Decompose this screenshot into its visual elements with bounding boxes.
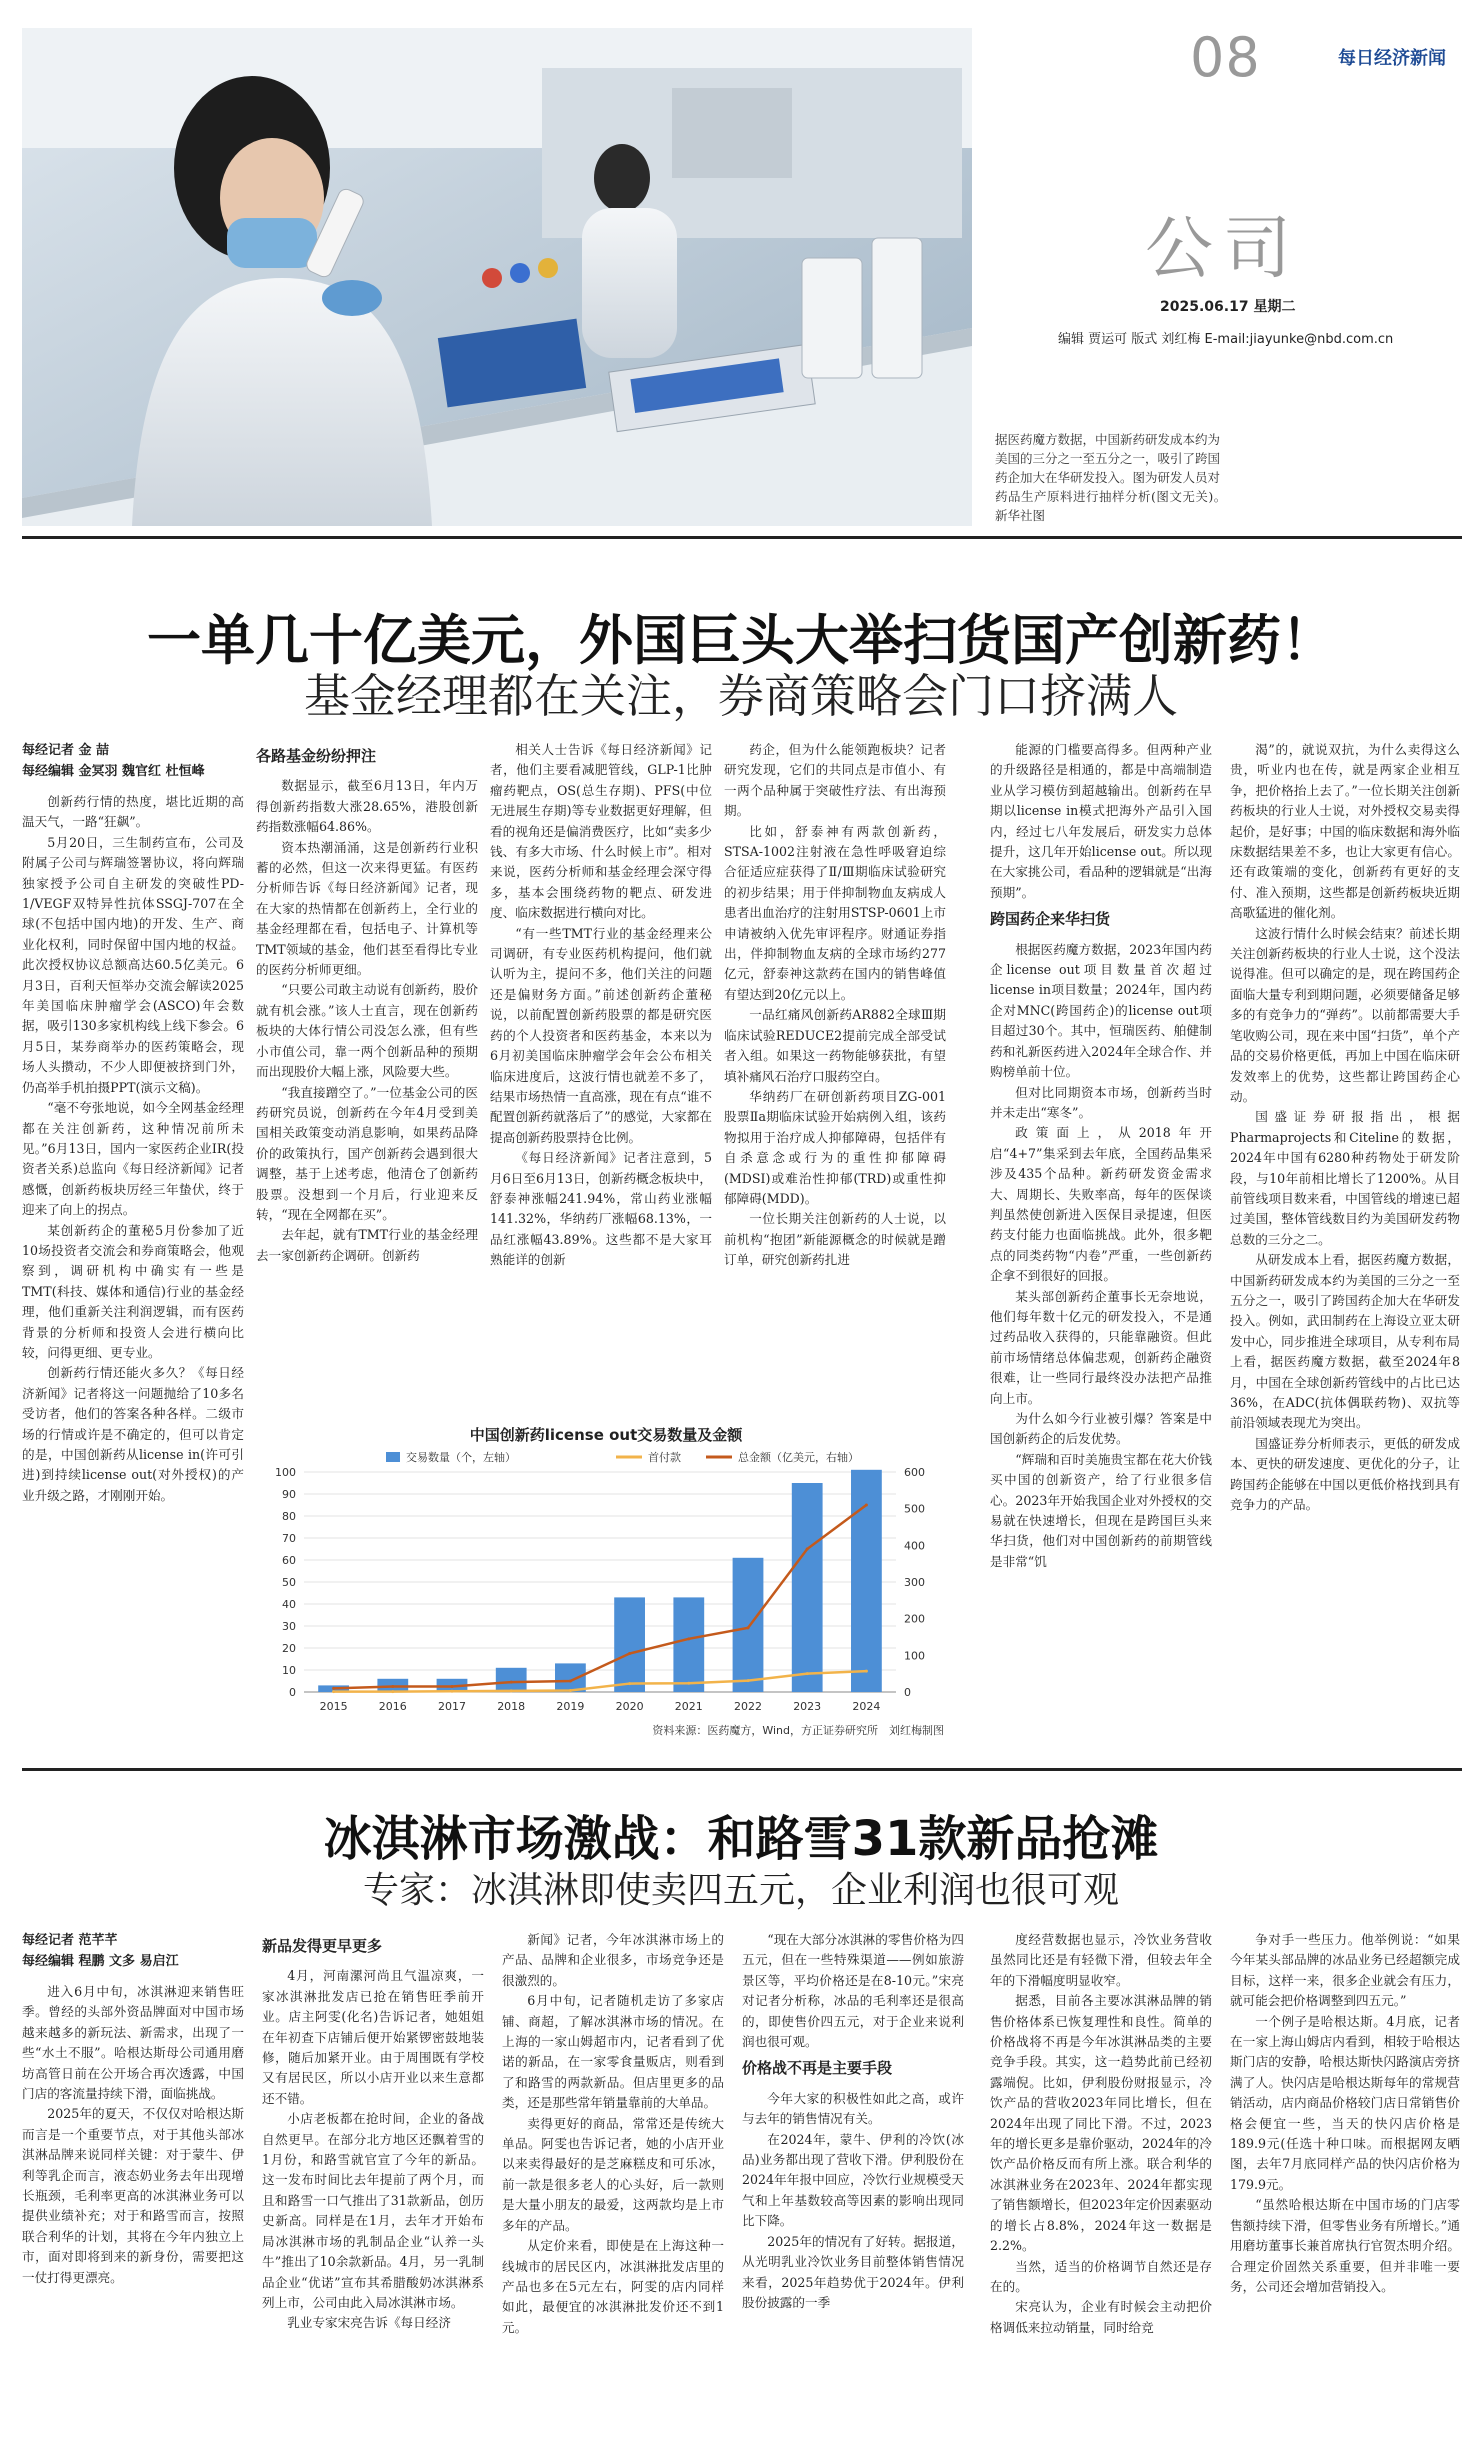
section-title: 公司 [1145,210,1302,289]
line-point [865,1504,868,1507]
bar-deal-count [851,1470,882,1692]
photo-caption: 据医药魔方数据，中国新药研发成本约为美国的三分之一至五分之一，吸引了跨国药企加大在华研发投入。图为研发人员对药品生产原料进行抽样分析(图文无关)。 新华社图 [995,432,1233,523]
subhead-funds: 各路基金纷纷押注 [256,747,377,765]
y-tick-left: 100 [275,1466,296,1479]
y-tick-left: 60 [282,1554,296,1567]
bar-deal-count [733,1558,764,1692]
paragraph: 但对比同期资本市场，创新药当时并未走出“寒冬”。 [990,1084,1212,1120]
story2-column-5 [990,1930,1212,2430]
byline-editors: 每经编辑 金冥羽 魏官红 杜恒峰 [22,764,205,779]
license-out-chart [256,1422,956,1742]
story1-column-5 [990,740,1212,1760]
paragraph: 4月，河南漯河尚且气温凉爽，一家冰淇淋批发店已抢在销售旺季前开业。店主阿雯(化名)告诉记者，她姐姐在年初查下店铺后便开始紧锣密鼓地装修，随后加紧开业。由于周围既有学校又有居民区，所以小店开业以来生意都还不错。 [262,1968,484,2106]
y-tick-left: 0 [289,1686,296,1699]
paragraph: 某头部创新药企董事长无奈地说，他们每年数十亿元的研发投入，不是通过药品收入获得的，只能靠融资。但此前市场情绪总体偏悲观，创新药企融资很难，让一些同行最终没办法把产品推向上市。 [990,1288,1212,1406]
line-point [391,1685,394,1688]
paragraph: “只要公司敢主动说有创新药，股价就有机会涨。”该人士直言，现在创新药板块的大体行情公司没怎么涨，但有些小市值公司，靠一两个创新品种的预期而出现股价大幅上涨，风险要大些。 [256,982,478,1080]
paragraph: 宋亮认为，企业有时候会主动把价格调低来拉动销量，同时给竞 [990,2299,1212,2335]
y-tick-right: 500 [904,1502,925,1516]
line-point [865,1670,868,1673]
line-point [332,1690,335,1693]
line-point [451,1690,454,1693]
paragraph: 相关人士告诉《每日经济新闻》记者，他们主要看减肥管线，GLP-1比肿瘤药靶点，OS(总生存期)、PFS(中位无进展生存期)等专业数据更好理解，但看的视角还是偏消费医疗，比如“卖多少钱、有多大市场、什么时候上市”。相对来说，医药分析师和基金经理会深守得多，基本会围绕药物的靶点、研发进度、临床数据进行横向对比。 [490,742,712,921]
paragraph: “现在大部分冰淇淋的零售价格为四五元，但在一些特殊渠道——例如旅游景区等，平均价格还是在8-10元。”宋亮对记者分析称，冰品的毛利率还是很高的，即使售价四五元，对于企业来说利润也很可观。 [742,1932,964,2050]
issue-date: 2025.06.17 星期二 [1160,299,1296,315]
line-point [806,1672,809,1675]
header-photo [22,28,972,526]
line-point [628,1682,631,1685]
legend-label: 总金额（亿美元，右轴） [738,1451,859,1464]
story1-headline: 一单几十亿美元，外国巨头大举扫货国产创新药！ [147,609,1335,672]
paragraph: 据悉，目前各主要冰淇淋品牌的销售价格体系已恢复理性和良性。简单的价格战将不再是今年冰淇淋品类的主要竞争手段。其实，这一趋势此前已经初露端倪。比如，伊利股份财报显示，冷饮产品的营收2023年同比增长，但在2024年出现了同比下滑。不过，2023年的增长更多是靠价驱动，2024年的冷饮产品价格反而有所上涨。联合利华的冰淇淋业务在2023年、2024年都实现了销售额增长，但2023年定价因素驱动的增长占8.8%，2024年这一数据是2.2%。 [990,1993,1212,2254]
paragraph: “我直接蹭空了。”一位基金公司的医药研究员说，创新药在今年4月受到美国相关政策变动消息影响，如果药品降价的政策执行，国产创新药会遇到很大调整，基于上述考虑，他清仓了创新药股票。没想到一个月后，行业迎来反转，“现在全网都在买”。 [256,1084,478,1222]
newspaper-brand: 每日经济新闻 [1338,48,1446,69]
line-point [391,1690,394,1693]
y-tick-left: 50 [282,1576,296,1589]
bar-deal-count [614,1597,645,1692]
y-tick-left: 40 [282,1598,296,1611]
story1-column-1 [22,740,244,1760]
y-tick-right: 600 [904,1466,925,1479]
x-tick-label: 2022 [734,1700,762,1713]
chart-source: 资料来源：医药魔方，Wind，方正证券研究所 刘红梅制图 [652,1724,944,1737]
bar-deal-count [555,1663,586,1692]
paragraph: 2025年的夏天，不仅仅对哈根达斯而言是一个重要节点，对于其他头部冰淇淋品牌来说同样关键：对于蒙牛、伊利等乳企而言，液态奶业务去年出现增长瓶颈，毛利率更高的冰淇淋业务可以提供业绩补充；对于和路雪而言，按照联合利华的计划，其将在今年内独立上市，面对即将到来的新身份，需要把这一仗打得更漂亮。 [22,2106,244,2285]
line-point [747,1626,750,1629]
paragraph: 国盛证券分析师表示，更低的研发成本、更快的研发速度、更优化的分子，让跨国药企能够在中国以更低价格找到具有竞争力的产品。 [1230,1435,1460,1513]
story1-column-6 [1230,740,1460,1760]
x-tick-label: 2016 [378,1700,407,1713]
byline-editors: 每经编辑 程鹏 文多 易启江 [22,1954,179,1969]
x-tick-label: 2021 [674,1700,703,1713]
y-tick-left: 70 [282,1532,296,1545]
paragraph: 2025年的情况有了好转。据报道，从光明乳业冷饮业务目前整体销售情况来看，2025年趋势优于2024年。伊利股份披露的一季 [742,2233,964,2310]
story2-column-4 [742,1930,964,2430]
y-tick-left: 20 [282,1642,296,1655]
subhead-mnc: 跨国药企来华扫货 [990,910,1111,929]
story1-column-2 [256,740,478,1416]
paragraph: 这波行情什么时候会结束？前述长期关注创新药板块的行业人士说，这个没法说得准。但可以确定的是，现在跨国药企面临大量专利到期问题，必须要储备足够多的有竞争力的“弹药”。以前都需要大手笔收购公司，现在来中国“扫货”，单个产品的交易价格更低，再加上中国在临床研发效率上的优势，这些都让跨国药企心动。 [1230,925,1460,1104]
line-point [451,1685,454,1688]
paragraph: 比如，舒泰神有两款创新药，STSA-1002注射液在急性呼吸窘迫综合征适应症获得了Ⅱ/Ⅲ期临床试验研究的初步结果；用于伴抑制物血友病成人患者出血治疗的注射用STSP-0601上市申请被纳入优先审评程序。财通证券指出，伴抑制物血友病的全球市场约277亿元，舒泰神这款药在国内的销售峰值有望达到20亿元以上。 [724,823,946,1002]
paragraph: 5月20日，三生制药宣布，公司及附属子公司与辉瑞签署协议，将向辉瑞独家授予公司自主研发的突破性PD-1/VEGF双特异性抗体SSGJ-707在全球(不包括中国内地)的开发、生产、商业化权利，同时保留中国内地的权益。此次授权协议总额高达60.5亿美元。6月3日，百利天恒举办交流会解读2025年美国临床肿瘤学会(ASCO)年会数据，吸引130多家机构线上线下参会。6月5日，某券商举办的医药策略会，现场人头攒动，不少人即便被挤到门外，仍高举手机拍摄PPT(演示文稿)。 [22,834,244,1095]
x-tick-label: 2017 [438,1700,466,1713]
story1-subheadline: 基金经理都在关注，券商策略会门口挤满人 [304,669,1178,723]
line-point [332,1687,335,1690]
line-point [687,1637,690,1640]
paragraph: 《每日经济新闻》记者注意到，5月6日至6月13日，创新药概念板块中，舒泰神涨幅241.94%，常山药业涨幅141.32%，华纳药厂涨幅68.13%，一品红涨幅43.89%。这些都不是大家耳熟能详的创新 [490,1150,712,1268]
paragraph: 为什么如今行业被引爆？答案是中国创新药企的后发优势。 [990,1411,1212,1447]
lab-photo-illustration [22,28,972,526]
y-tick-right: 100 [904,1649,925,1663]
line-point [687,1682,690,1685]
paragraph: 新闻》记者，今年冰淇淋市场上的产品、品牌和企业很多，市场竞争还是很激烈的。 [502,1932,724,1988]
line-point [569,1680,572,1683]
paragraph: 小店老板都在抢时间，企业的备战自然更早。在部分北方地区还飘着雪的1月份，和路雪就官宣了今年的新品。这一发布时间比去年提前了两个月，而且和路雪一口气推出了31款新品，创历史新高。同样是在1月，去年才开始布局冰淇淋市场的乳制品企业“认养一头牛”推出了10余款新品。4月，另一乳制品企业“优诺”宣布其希腊酸奶冰淇淋系列上市，公司由此入局冰淇淋市场。 [262,2111,484,2310]
paragraph: 进入6月中旬，冰淇淋迎来销售旺季。曾经的头部外资品牌面对中国市场越来越多的新玩法、新需求，出现了一些“水土不服”。哈根达斯母公司通用磨坊高管日前在公开场合再次透露，中国门店的客流量持续下滑，面临挑战。 [22,1984,244,2102]
story2-headline: 冰淇淋市场激战：和路雪31款新品抢滩 [323,1811,1159,1867]
paragraph: 在2024年，蒙牛、伊利的冷饮(冰品)业务都出现了营收下滑。伊利股份在2024年年报中回应，冷饮行业规模受天气和上年基数较高等因素的影响出现同比下降。 [742,2131,964,2229]
paragraph: 从研发成本上看，据医药魔方数据，中国新药研发成本约为美国的三分之一至五分之一，吸引了跨国药企加大在华研发投入。例如，武田制药在上海设立亚太研发中心，同步推进全球项目，从专利布局上看，据医药魔方数据，截至2024年8月，中国在全球创新药管线中的占比已达36%，在ADC(抗体偶联药物)、双抗等前沿领域表现尤为突出。 [1230,1252,1460,1431]
paragraph: 创新药行情还能火多久？《每日经济新闻》记者将这一问题抛给了10多名受访者，他们的答案各种各样。二级市场的行情或许是不确定的，但可以肯定的是，中国创新药从license in(许可引进)到持续license out(对外授权)的产业升级之路，才刚刚开始。 [22,1365,244,1503]
y-tick-right: 0 [904,1686,911,1699]
paragraph: 6月中旬，记者随机走访了多家店铺、商超，了解冰淇淋市场的情况。在上海的一家山姆超市内，记者看到了优诺的新品，在一家零食量贩店，则看到了和路雪的两款新品。但店里更多的品类，还是那些常年销量靠前的大单品。 [502,1993,724,2111]
paragraph: 资本热潮涌涌，这是创新药行业积蓄的必然，但这一次来得更猛。有医药分析师告诉《每日经济新闻》记者，现在大家的热情都在创新药上，全行业的基金经理都在看，包括电子、计算机等TMT领域的基金，他们甚至看得比专业的医药分析师更细。 [256,839,478,978]
x-tick-label: 2023 [793,1700,822,1713]
editor-credits: 编辑 贾运可 版式 刘红梅 E-mail:jiayunke@nbd.com.cn [1058,332,1394,347]
line-point [510,1681,513,1684]
story2-column-1 [22,1930,244,2430]
story1-column-4 [724,740,946,1416]
paragraph: 度经营数据也显示，冷饮业务营收虽然同比还是有轻微下滑，但较去年全年的下滑幅度明显收窄。 [990,1932,1212,1988]
paragraph: 一个例子是哈根达斯。4月底，记者在一家上海山姆店内看到，相较于哈根达斯门店的安静，哈根达斯快闪路演店旁挤满了人。快闪店是哈根达斯每年的常规营销活动，店内商品价格较门店日常销售价格会便宜一些，当天的快闪店价格是189.9元(任选十种口味。而根据网友晒图，去年7月底同样产品的快闪店价格为179.9元。 [1230,2013,1460,2192]
line-point [510,1689,513,1692]
paragraph: 当然，适当的价格调节自然还是存在的。 [990,2258,1212,2294]
paragraph: 一位长期关注创新药的人士说，以前机构“抱团”新能源概念的时候就是蹭订单，研究创新药扎进 [724,1211,946,1268]
paragraph: 创新药行情的热度，堪比近期的高温天气，一路“狂飙”。 [22,794,244,830]
paragraph: “有一些TMT行业的基金经理来公司调研，有专业医药机构提问，他们就认听为主，提问不多，他们关注的问题还是偏财务方面。”前述创新药企董秘说，以前配置创新药股票的都是研究医药的个人投资者和医药基金，本来以为6月初美国临床肿瘤学会年会公布相关临床进度后，这波行情也就差不多了，结果市场热情一直高涨，现在有点“谁不配置创新药就落后了”的感觉，大家都在提高创新药股票持仓比例。 [490,925,712,1145]
page-number: 08 [1190,26,1261,89]
bar-deal-count [792,1483,823,1692]
bar-deal-count [673,1597,704,1692]
story-divider [22,1768,1462,1771]
line-point [628,1652,631,1655]
paragraph: 乳业专家宋亮告诉《每日经济 [287,2315,451,2331]
paragraph: 华纳药厂在研创新药项目ZG-001股票Ⅱa期临床试验开始病例入组，该药物拟用于治疗成人抑郁障碍，包括伴有自杀意念或行为的重性抑郁障碍(MDSI)或难治性抑郁(TRD)或重性抑郁障碍(MDD)。 [724,1088,946,1206]
y-tick-left: 10 [282,1664,296,1677]
paragraph: 卖得更好的商品，常常还是传统大单品。阿雯也告诉记者，她的小店开业以来卖得最好的是芝麻糕皮和可乐冰，前一款是很多老人的心头好，后一款则是大量小朋友的最爱，这两款均是上市多年的产品。 [502,2115,724,2233]
bar-deal-count [496,1668,527,1692]
y-tick-right: 400 [904,1539,925,1553]
paragraph: “虽然哈根达斯在中国市场的门店零售额持续下滑，但零售业务有所增长。”通用磨坊董事长兼首席执行官贺杰明介绍。合理定价固然关系重要，但并非唯一要务，公司还会增加营销投入。 [1230,2197,1460,2294]
x-tick-label: 2015 [319,1700,348,1713]
paragraph: 今年大家的积极性如此之高，或许与去年的销售情况有关。 [742,2090,964,2127]
byline-reporter: 每经记者 金 喆 [22,743,110,758]
chart-title: 中国创新药license out交易数量及金额 [469,1426,743,1444]
paragraph: 渴”的，就说双抗，为什么卖得这么贵，听业内也在传，就是两家企业相互争，把价格抬上去了。”一位长期关注创新药板块的行业人士说，对外授权交易卖得起价，是好事；中国的临床数据和海外临床数据结果差不多，也让大家更有信心。还有政策端的变化，创新药有更好的支付、准入预期，这些都是创新药板块近期高歌猛进的催化剂。 [1230,742,1460,921]
top-divider [22,536,1462,539]
x-tick-label: 2018 [497,1700,526,1713]
paragraph: 药企，但为什么能领跑板块？记者研究发现，它们的共同点是市值小、有一两个品种属于突破性疗法、有出海预期。 [724,742,946,819]
paragraph: “辉瑞和百时美施贵宝都在花大价钱买中国的创新资产，给了行业很多信心。2023年开始我国企业对外授权的交易就在快速增长，但现在是跨国巨头来华扫货，他们对中国创新药的前期管线是非常“饥 [990,1451,1212,1569]
x-tick-label: 2019 [556,1700,585,1713]
subhead-new-products: 新品发得更早更多 [262,1937,383,1955]
line-point [806,1548,809,1551]
y-tick-left: 30 [282,1620,296,1633]
legend-swatch-bar [386,1452,400,1462]
x-tick-label: 2024 [852,1700,881,1713]
paragraph: 从定价来看，即使是在上海这种一线城市的居民区内，冰淇淋批发店里的产品也多在5元左右，阿雯的店内同样如此，最便宜的冰淇淋批发价还不到1元。 [502,2238,724,2335]
line-point [569,1689,572,1692]
paragraph: 一品红痛风创新药AR882全球Ⅲ期临床试验REDUCE2提前完成全部受试者入组。如果这一药物能够获批，有望填补痛风石治疗口服药空白。 [724,1007,946,1084]
y-tick-left: 80 [282,1510,296,1523]
story1-column-3 [490,740,712,1416]
x-tick-label: 2020 [615,1700,644,1713]
story2-column-3 [502,1930,724,2430]
paragraph: 政策面上，从2018年开启“4+7”集采到去年底，全国药品集采涉及435个品种。新药研发资金需求大、周期长、失败率高，每年的医保谈判虽然使创新进入医保目录提速，但医药支付能力也面临挑战。此外，很多靶点的同类药物“内卷”严重，一些创新药企拿不到很好的回报。 [990,1125,1212,1284]
paragraph: 根据医药魔方数据，2023年国内药企license out项目数量首次超过license in项目数量；2024年，国内药企对MNC(跨国药企)的license out项目超过30个。其中，恒瑞医药、舶健制药和礼新医药进入2024年全球合作、并购榜单前十位。 [990,941,1212,1080]
paragraph: 争对手一些压力。他举例说：“如果今年某头部品牌的冰品业务已经超额完成目标，这样一来，很多企业就会有压力，就可能会把价格调整到四五元。” [1230,1932,1460,2009]
paragraph: 去年起，就有TMT行业的基金经理去一家创新药企调研。创新药 [256,1227,478,1263]
paragraph: 某创新药企的董秘5月份参加了近10场投资者交流会和券商策略会，他观察到，调研机构中确实有一些是TMT(科技、媒体和通信)行业的基金经理，他们重新关注利润逻辑，而有医药背景的分析师和投资人会进行横向比较，问得更细、更专业。 [22,1222,244,1360]
line-point [747,1679,750,1682]
paragraph: 能源的门槛要高得多。但两种产业的升级路径是相通的，都是中高端制造业从学习模仿到超越输出。创新药在早期以license in模式把海外产品引入国内，经过七八年发展后，研发实力总体提升，这几年开始license out。所以现在大家挑公司，看品种的逻辑就是“出海预期”。 [990,742,1212,900]
y-tick-right: 200 [904,1612,925,1626]
byline-reporter: 每经记者 范芊芊 [22,1933,118,1948]
legend-label: 交易数量（个，左轴） [406,1451,516,1464]
paragraph: “毫不夸张地说，如今全网基金经理都在关注创新药，这种情况前所未见。”6月13日，国内一家医药企业IR(投资者关系)总监向《每日经济新闻》记者感慨，创新药板块厉经三年蛰伏，终于迎来了向上的拐点。 [22,1100,244,1218]
paragraph: 数据显示，截至6月13日，年内万得创新药指数大涨28.65%，港股创新药指数涨幅64.86%。 [256,778,478,835]
story2-column-2 [262,1930,484,2430]
subhead-price-war: 价格战不再是主要手段 [742,2059,893,2078]
y-tick-left: 90 [282,1488,296,1501]
y-tick-right: 300 [904,1576,925,1589]
story2-column-6 [1230,1930,1460,2430]
paragraph: 国盛证券研报指出，根据Pharmaprojects和Citeline的数据，2024年中国有6280种药物处于研发阶段，与10年前相比增长了1200%。从目前管线项目数来看，中国管线的增速已超过美国，整体管线数目约为美国研发药物总数的三分之二。 [1230,1109,1460,1247]
legend-label: 首付款 [648,1451,681,1464]
story2-subheadline: 专家：冰淇淋即使卖四五元，企业利润也很可观 [362,1870,1119,1911]
